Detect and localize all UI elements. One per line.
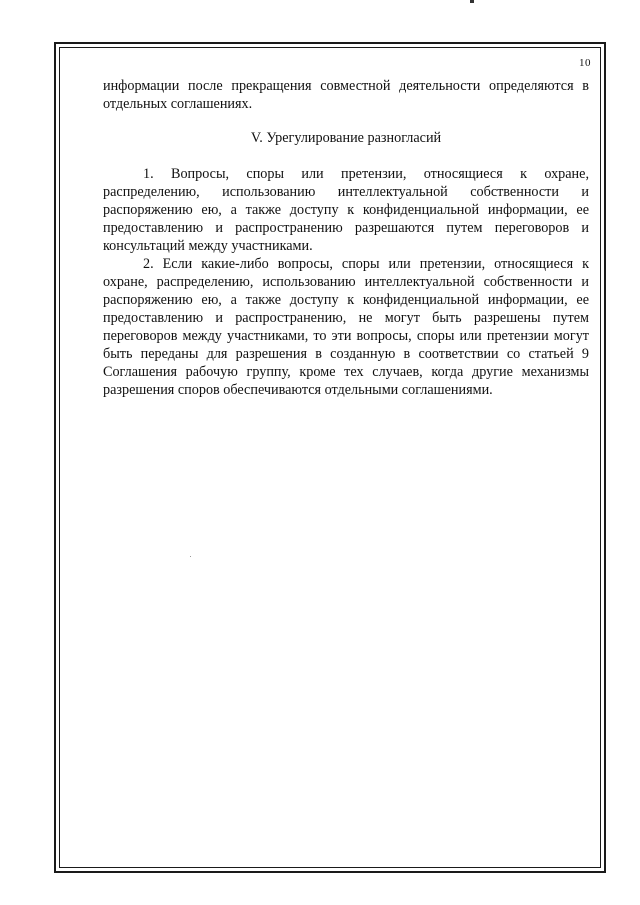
scan-mark bbox=[470, 0, 474, 3]
section-heading: V. Урегулирование разногласий bbox=[250, 130, 442, 146]
paragraph-2: 2. Если какие-либо вопросы, споры или претензии, относящиеся к охране, распределению, использованию интеллектуальной собственности и распоряжению ею, а также доступу к конфиденциальной информации, ее предоставлению и распространению, не могут быть разрешены путем переговоров между участниками, то эти вопросы, споры или претензии могут быть переданы для разрешения в созданную в соответствии со статьей 9 Соглашения рабочую группу, кроме тех случаев, когда другие механизмы разрешения споров обеспечиваются отдельными соглашениями. bbox=[103, 256, 589, 398]
scan-speck bbox=[190, 556, 191, 557]
page-number: 10 bbox=[579, 57, 591, 69]
paragraph-1: 1. Вопросы, споры или претензии, относящиеся к охране, распределению, использованию интеллектуальной собственности и распоряжению ею, а также доступу к конфиденциальной информации, ее предоставлению и распространению разрешаются путем переговоров и консультаций между участниками. bbox=[103, 166, 589, 254]
document-body bbox=[103, 77, 589, 399]
continuation-paragraph: информации после прекращения совместной деятельности определяются в отдельных соглашениях. bbox=[103, 78, 589, 112]
